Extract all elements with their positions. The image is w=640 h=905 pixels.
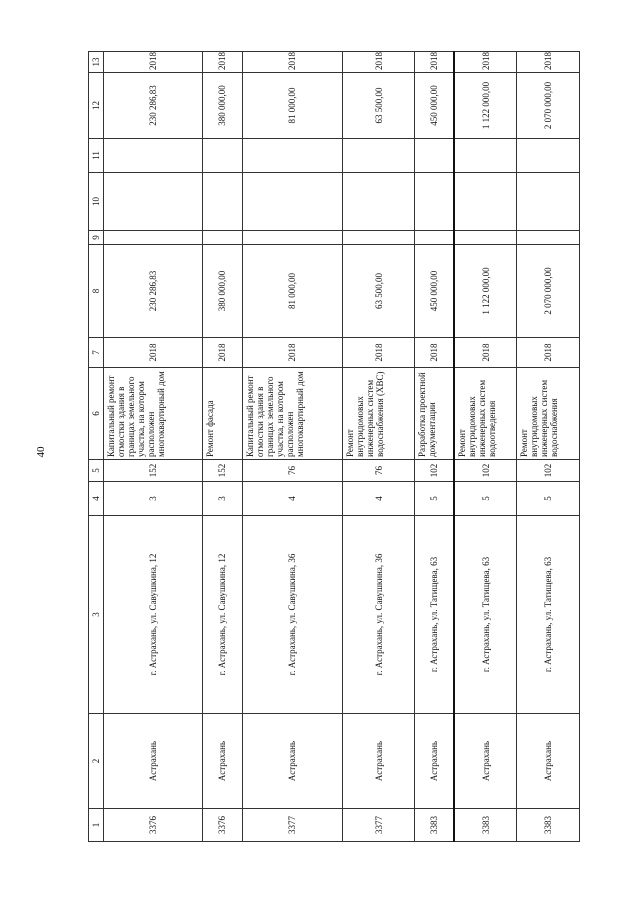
cell-c4: 5 [517,482,580,516]
rotated-table-container [88,52,580,842]
cell-work-type: Ремонт внутридомовых инженерных систем водоснабжения [517,368,580,460]
cell-c9 [415,231,455,245]
cell-c10 [415,173,455,231]
col-header: 2 [89,714,104,809]
cell-address: г. Астрахань, ул. Татищева, 63 [454,516,517,714]
cell-c4: 5 [415,482,455,516]
cell-city: Астрахань [517,714,580,809]
col-header: 3 [89,516,104,714]
cell-c5: 76 [242,460,342,482]
cell-year: 2018 [242,338,342,368]
cell-c5: 102 [415,460,455,482]
table-row [517,52,580,842]
cell-address: г. Астрахань, ул. Татищева, 63 [517,516,580,714]
col-header: 6 [89,368,104,460]
cell-city: Астрахань [454,714,517,809]
cell-city: Астрахань [242,714,342,809]
cell-end-year: 2018 [517,52,580,73]
page-number: 40 [35,446,47,458]
cell-year: 2018 [454,338,517,368]
cell-address: г. Астрахань, ул. Савушкина, 36 [242,516,342,714]
cell-total: 380 000,00 [203,73,243,139]
col-header: 8 [89,245,104,338]
cell-c10 [104,173,203,231]
cell-year: 2018 [415,338,455,368]
cell-c5: 152 [104,460,203,482]
cell-id: 3383 [454,809,517,842]
cell-end-year: 2018 [203,52,243,73]
cell-c10 [454,173,517,231]
cell-c9 [203,231,243,245]
cell-total: 81 000,00 [242,73,342,139]
col-header: 10 [89,173,104,231]
cell-end-year: 2018 [104,52,203,73]
cell-c11 [242,139,342,173]
cell-total: 1 122 000,00 [454,73,517,139]
cell-id: 3383 [517,809,580,842]
cell-c4: 3 [104,482,203,516]
cell-cost: 230 286,83 [104,245,203,338]
table-row [454,52,517,842]
cell-id: 3376 [104,809,203,842]
cell-total: 2 070 000,00 [517,73,580,139]
cell-cost: 2 070 000,00 [517,245,580,338]
cell-address: г. Астрахань, ул. Савушкина, 12 [203,516,243,714]
cell-year: 2018 [203,338,243,368]
cell-c11 [415,139,455,173]
cell-c5: 102 [517,460,580,482]
cell-c10 [242,173,342,231]
col-header: 4 [89,482,104,516]
cell-cost: 380 000,00 [203,245,243,338]
cell-city: Астрахань [104,714,203,809]
cell-city: Астрахань [343,714,415,809]
cell-c11 [104,139,203,173]
cell-c5: 76 [343,460,415,482]
col-header: 5 [89,460,104,482]
repair-program-table [88,51,580,842]
cell-c4: 5 [454,482,517,516]
table-row [415,52,455,842]
cell-c4: 3 [203,482,243,516]
cell-work-type: Капитальный ремонт отмостки здания в границах земельного участка, на котором расположен многоквартирный дом [242,368,342,460]
cell-city: Астрахань [415,714,455,809]
cell-work-type: Разработка проектной документации [415,368,455,460]
cell-cost: 63 500,00 [343,245,415,338]
cell-address: г. Астрахань, ул. Татищева, 63 [415,516,455,714]
cell-work-type: Ремонт фасада [203,368,243,460]
cell-city: Астрахань [203,714,243,809]
cell-c9 [517,231,580,245]
cell-cost: 81 000,00 [242,245,342,338]
cell-c11 [454,139,517,173]
cell-address: г. Астрахань, ул. Савушкина, 12 [104,516,203,714]
col-header: 1 [89,809,104,842]
cell-cost: 450 000,00 [415,245,455,338]
col-header: 11 [89,139,104,173]
cell-year: 2018 [104,338,203,368]
cell-total: 63 500,00 [343,73,415,139]
cell-end-year: 2018 [343,52,415,73]
cell-total: 450 000,00 [415,73,455,139]
cell-c4: 4 [242,482,342,516]
cell-work-type: Ремонт внутридомовых инженерных систем водоснабжения (ХВС) [343,368,415,460]
cell-c11 [517,139,580,173]
cell-end-year: 2018 [454,52,517,73]
cell-cost: 1 122 000,00 [454,245,517,338]
cell-work-type: Капитальный ремонт отмостки здания в границах земельного участка, на котором расположен многоквартирный дом [104,368,203,460]
col-header: 7 [89,338,104,368]
cell-c4: 4 [343,482,415,516]
cell-c9 [343,231,415,245]
cell-id: 3377 [242,809,342,842]
header-row [89,52,104,842]
cell-c5: 152 [203,460,243,482]
table-row [203,52,243,842]
cell-id: 3376 [203,809,243,842]
cell-id: 3383 [415,809,455,842]
cell-c5: 102 [454,460,517,482]
cell-c11 [343,139,415,173]
cell-end-year: 2018 [242,52,342,73]
cell-c10 [517,173,580,231]
cell-c10 [203,173,243,231]
cell-id: 3377 [343,809,415,842]
cell-c11 [203,139,243,173]
cell-total: 230 286,83 [104,73,203,139]
cell-c9 [242,231,342,245]
table-row [104,52,203,842]
col-header: 13 [89,52,104,73]
cell-year: 2018 [517,338,580,368]
cell-c10 [343,173,415,231]
cell-c9 [104,231,203,245]
cell-end-year: 2018 [415,52,455,73]
table-row [343,52,415,842]
cell-year: 2018 [343,338,415,368]
col-header: 12 [89,73,104,139]
cell-c9 [454,231,517,245]
cell-work-type: Ремонт внутридомовых инженерных систем водоотведения [454,368,517,460]
cell-address: г. Астрахань, ул. Савушкина, 36 [343,516,415,714]
col-header: 9 [89,231,104,245]
table-row [242,52,342,842]
